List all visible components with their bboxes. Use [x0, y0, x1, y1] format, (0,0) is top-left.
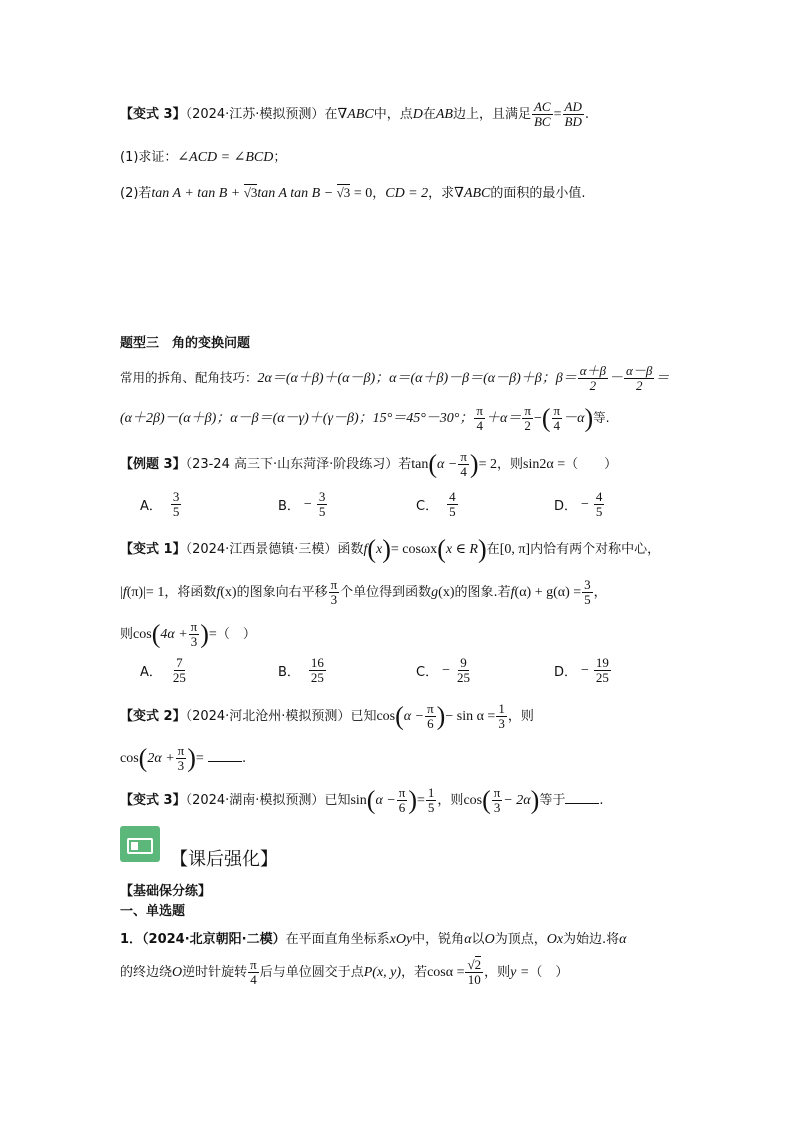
question1-line2: 的终边绕O逆时针旋转 $\frac{\pi}{4}$ 后与单位圆交于点P(x, y)，若cosα = $\frac{√2}{10}$ ，则y =（ ）	[120, 957, 569, 987]
variant2-line1: 【变式 2】（2024·河北沧州·模拟预测）已知cos(α − $\frac{\pi}{6}$ )− sin α = $\frac{1}{3}$ ，则	[120, 701, 534, 731]
answer-blank[interactable]	[565, 791, 599, 804]
tips-line1: 常用的拆角、配角技巧：2α＝(α＋β)＋(α－β)；α＝(α＋β)－β＝(α－β)＋β；β＝ $\frac{\alpha+\beta}{2}$ － $\frac{\alpha-\beta}{2}$ ＝	[120, 363, 670, 393]
part-title: 一、单选题	[120, 904, 186, 919]
after-class-title: 【课后强化】	[170, 849, 278, 870]
option-d[interactable]: D． − $\frac{19}{25}$	[554, 655, 609, 685]
variant3-sin-question: 【变式 3】（2024·湖南·模拟预测）已知sin(α − $\frac{\pi}{6}$ )= $\frac{1}{5}$ ，则cos( $\frac{\pi}{3}$ − 2α)等于 .	[120, 785, 604, 815]
variant2-line2: cos(2α + $\frac{\pi}{3}$ )= .	[120, 743, 247, 773]
battery-icon	[120, 826, 160, 862]
option-c[interactable]: C． − $\frac{9}{25}$	[416, 655, 470, 685]
option-b[interactable]: B． − $\frac{3}{5}$	[278, 489, 326, 519]
fraction: $\frac{AC}{BC}$	[533, 99, 551, 129]
tips-line2: (α＋2β)－(α＋β)；α－β＝(α－γ)＋(γ－β)；15°＝45°－30°； $\frac{\pi}{4}$ ＋α＝ $\frac{\pi}{2}$ −( $\frac{\pi}{4}$ －α)等.	[120, 403, 610, 433]
variant1-line2: |f(π)|= 1，将函数f(x)的图象向右平移 $\frac{\pi}{3}$ 个单位得到函数g(x)的图象.若f(α) + g(α) = $\frac{3}{5}$ ，	[120, 577, 607, 607]
question1-line1: 1．（2024·北京朝阳·二模）在平面直角坐标系xOy中，锐角α以O为顶点，Ox为始边.将α	[120, 932, 627, 947]
variant3-part1: (1)求证：∠ACD = ∠BCD；	[120, 150, 287, 165]
answer-blank[interactable]	[208, 749, 242, 762]
section-heading: 题型三 角的变换问题	[120, 336, 251, 351]
example3-options	[140, 490, 692, 519]
subsection-title: 【基础保分练】	[120, 884, 212, 899]
fraction: $\frac{AD}{BD}$	[564, 99, 582, 129]
option-b[interactable]: B． $\frac{16}{25}$	[278, 655, 324, 685]
example3-question: 【例题 3】（23-24 高三下·山东菏泽·阶段练习）若tan(α − $\frac{\pi}{4}$ )= 2，则sin2α =（ ）	[120, 449, 618, 479]
variant3-part2: (2)若tan A + tan B + √3tan A tan B − √3 = 0，CD = 2，求∇ABC的面积的最小值.	[120, 185, 586, 201]
option-a[interactable]: A． $\frac{3}{5}$	[140, 489, 180, 519]
variant1-line1: 【变式 1】（2024·江西景德镇·三模）函数f(x)= cosωx(x ∈ R)在[0, π]内恰有两个对称中心，	[120, 534, 661, 564]
variant1-options	[140, 656, 692, 685]
variant3-triangle-line1: 【变式 3】（2024·江苏·模拟预测）在∇ABC中，点D在AB边上，且满足 $\frac{AC}{BC}$ = $\frac{AD}{BD}$ .	[120, 99, 589, 129]
variant-label: 【变式 3】	[120, 107, 186, 122]
variant1-line3: 则cos(4α + $\frac{\pi}{3}$ )=（ ）	[120, 619, 256, 649]
option-d[interactable]: D． − $\frac{4}{5}$	[554, 489, 603, 519]
option-c[interactable]: C． $\frac{4}{5}$	[416, 489, 456, 519]
option-a[interactable]: A． $\frac{7}{25}$	[140, 655, 186, 685]
